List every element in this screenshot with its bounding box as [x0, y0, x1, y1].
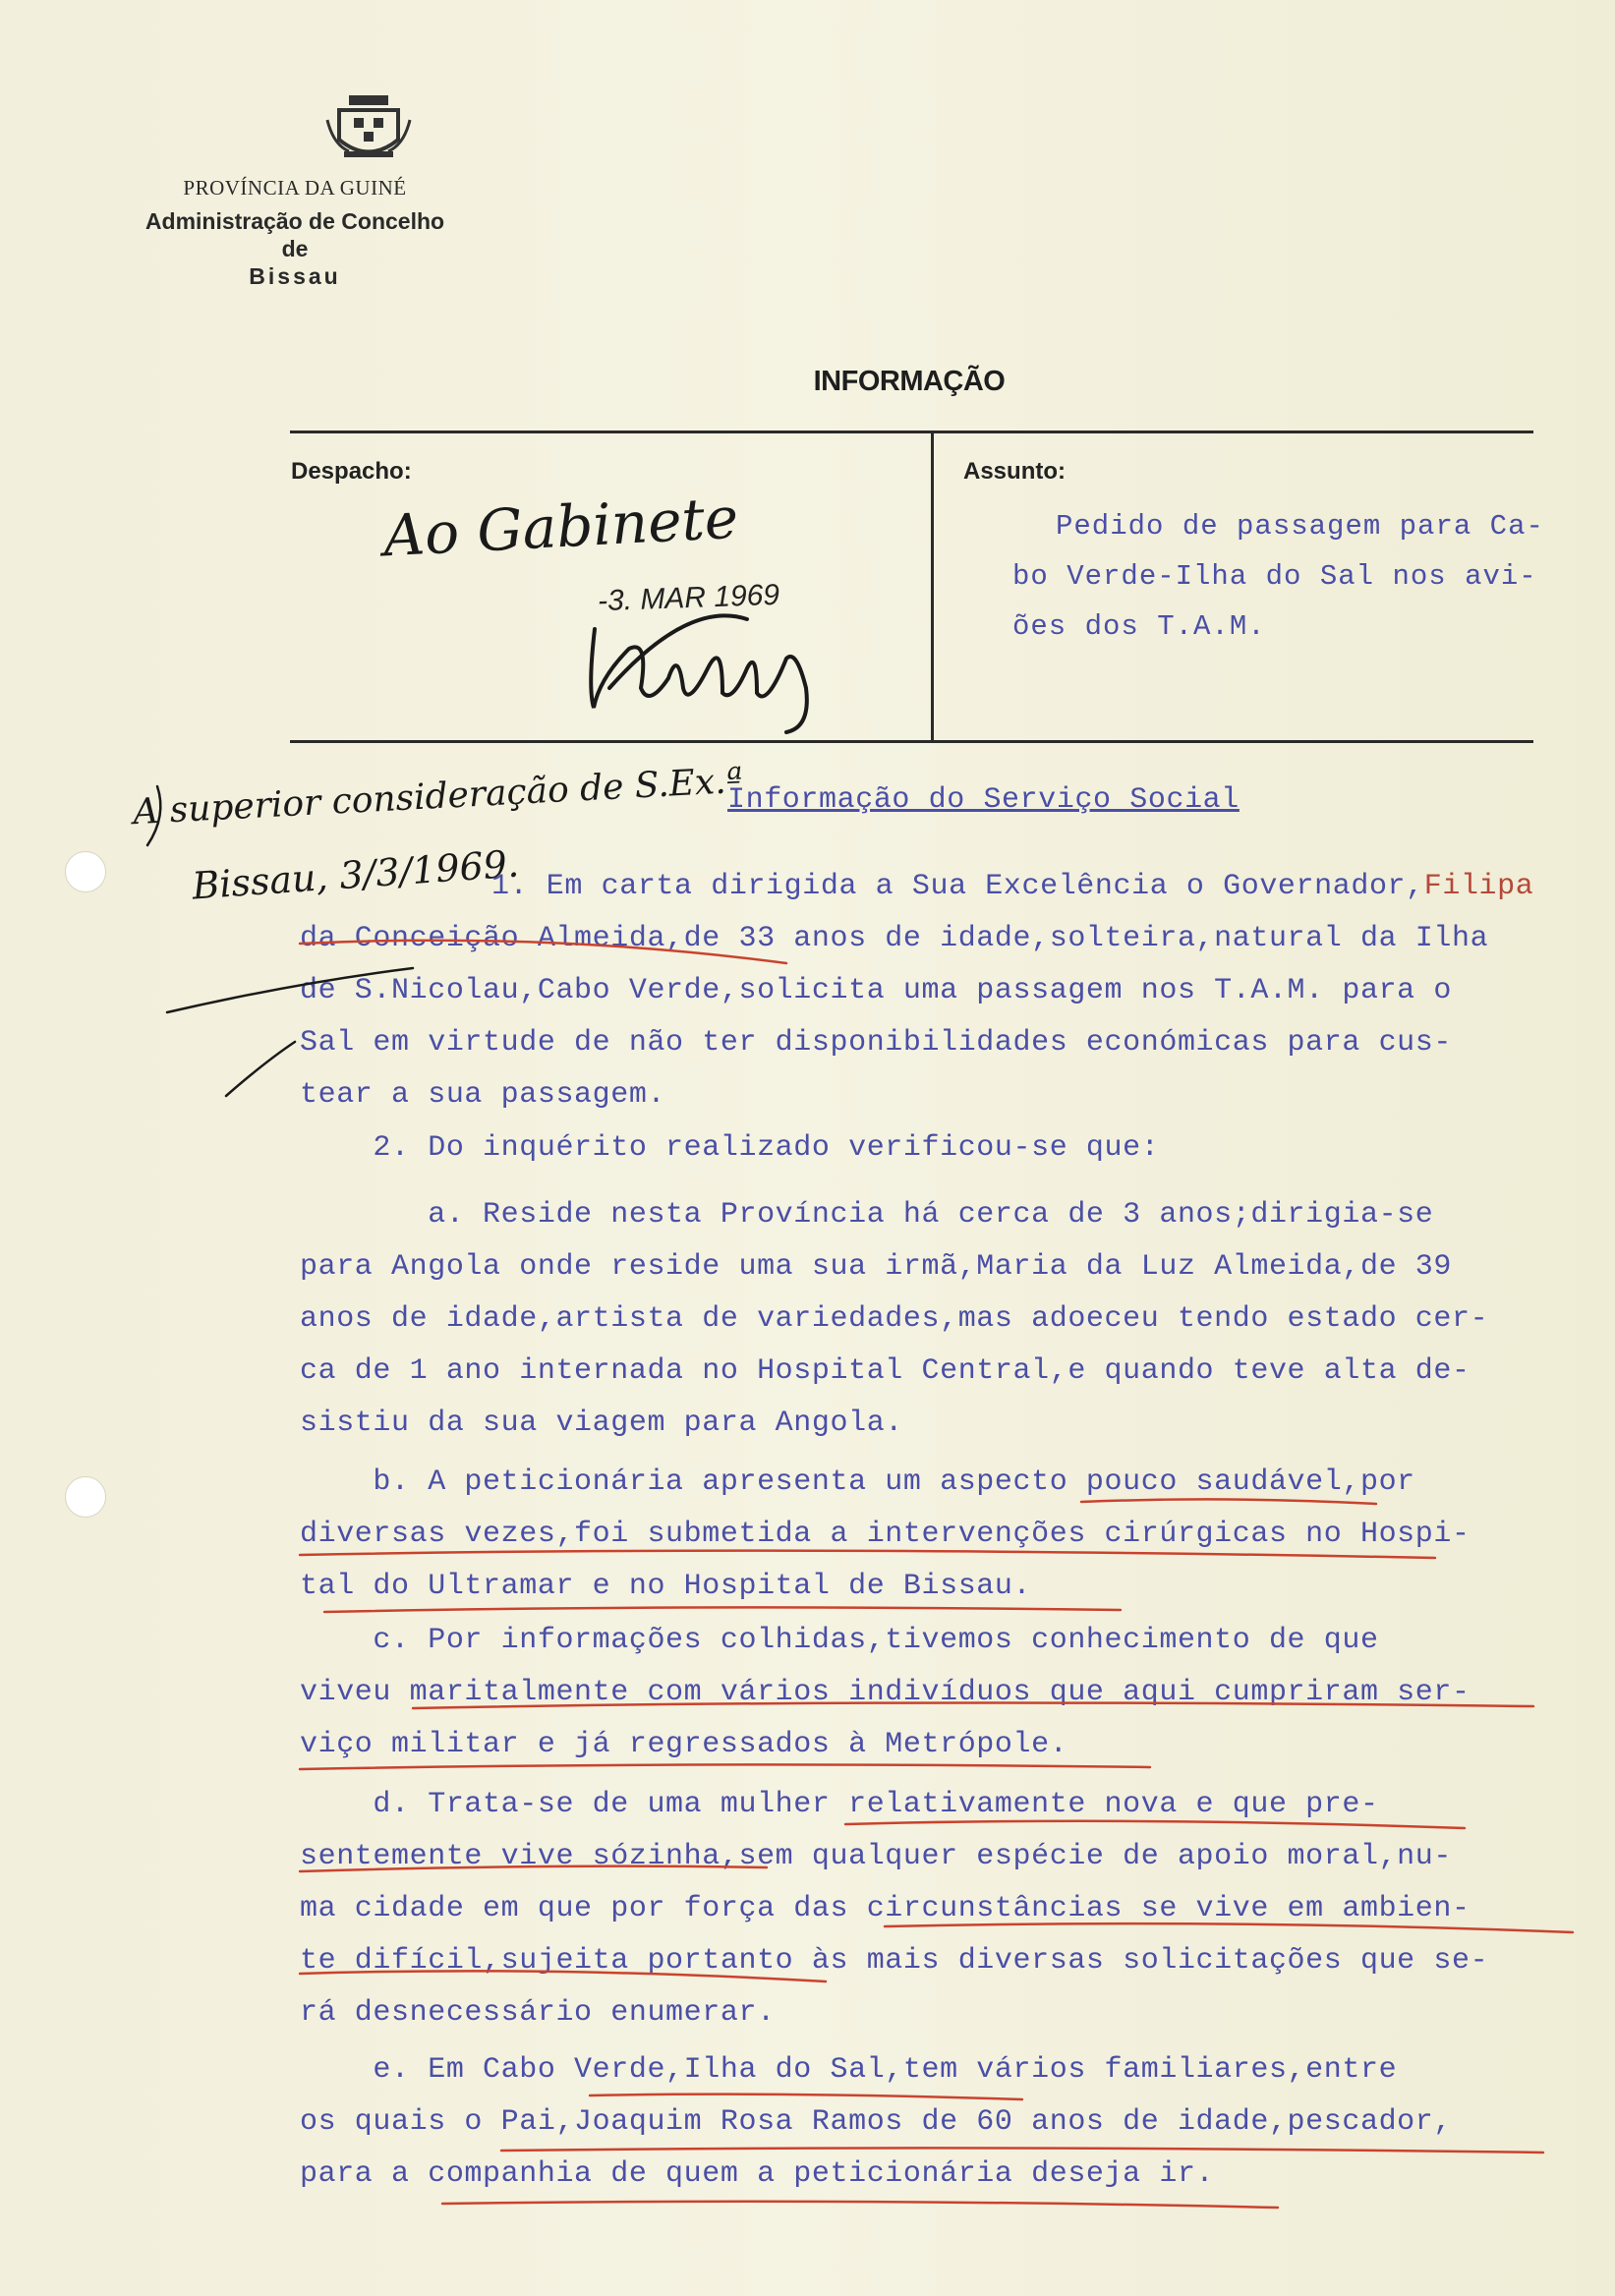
- paragraph-e: [300, 2044, 1597, 2201]
- paragraph-line: tear a sua passagem.: [300, 1078, 666, 1112]
- paragraph-line: te difícil,sujeita portanto às mais diversas solicitações que se-: [300, 1944, 1489, 1978]
- paragraph-line: sistiu da sua viagem para Angola.: [300, 1406, 903, 1440]
- paragraph-line: da Conceição Almeida,de 33 anos de idade,solteira,natural da Ilha: [300, 922, 1489, 955]
- pen-stroke: [226, 1042, 295, 1096]
- letterhead: [98, 90, 491, 291]
- paragraph-line: 2. Do inquérito realizado verificou-se que:: [300, 1131, 1160, 1165]
- paragraph-line: 1. Em carta dirigida a Sua Excelência o Governador,: [491, 870, 1424, 903]
- paragraph-b: [300, 1457, 1597, 1613]
- paragraph-line: ma cidade em que por força das circunstâncias se vive em ambien-: [300, 1892, 1471, 1925]
- administration-de: de: [281, 236, 309, 261]
- bottom-rule: [290, 740, 1533, 743]
- paragraph-line: de S.Nicolau,Cabo Verde,solicita uma passagem nos T.A.M. para o: [300, 974, 1452, 1007]
- assunto-line: Pedido de passagem para Ca-: [1056, 510, 1544, 543]
- paragraph-line: diversas vezes,foi submetida a intervenções cirúrgicas no Hospi-: [300, 1518, 1471, 1551]
- punch-hole-bottom: [65, 1476, 106, 1518]
- document-title: INFORMAÇÃO: [813, 366, 1006, 397]
- paragraph-line: para a companhia de quem a peticionária deseja ir.: [300, 2157, 1215, 2191]
- paragraph-line: para Angola onde reside uma sua irmã,Maria da Luz Almeida,de 39: [300, 1250, 1452, 1284]
- coat-of-arms-icon: [319, 90, 418, 169]
- administration-name: Administração de Concelho: [144, 208, 445, 234]
- divider-rule: [931, 432, 934, 740]
- paragraph-line: viço militar e já regressados à Metrópole.: [300, 1728, 1068, 1761]
- assunto-label: Assunto:: [963, 458, 1066, 485]
- paragraph-line: d. Trata-se de uma mulher relativamente nova e que pre-: [300, 1788, 1379, 1821]
- paragraph-line: rá desnecessário enumerar.: [300, 1996, 776, 2030]
- province-name: PROVÍNCIA DA GUINÉ: [183, 176, 407, 200]
- section-heading: Informação do Serviço Social: [727, 783, 1240, 817]
- paragraph-line: b. A peticionária apresenta um aspecto pouco saudável,por: [300, 1465, 1415, 1499]
- margin-note-line1: A superior consideração de S.Ex.ª: [132, 760, 744, 833]
- despacho-handwritten-note: Ao Gabinete: [381, 484, 740, 570]
- despacho-label: Despacho:: [291, 458, 412, 485]
- date-stamp: -3. MAR 1969: [597, 578, 780, 618]
- paragraph-line: os quais o Pai,Joaquim Rosa Ramos de 60 anos de idade,pescador,: [300, 2105, 1452, 2139]
- paragraph-line: e. Em Cabo Verde,Ilha do Sal,tem vários familiares,entre: [300, 2053, 1398, 2087]
- assunto-line: ões dos T.A.M.: [1012, 610, 1266, 643]
- paragraph-line: Sal em virtude de não ter disponibilidades económicas para cus-: [300, 1026, 1452, 1060]
- paragraph-line: anos de idade,artista de variedades,mas adoeceu tendo estado cer-: [300, 1302, 1489, 1336]
- paragraph-line: sentemente vive sózinha,sem qualquer espécie de apoio moral,nu-: [300, 1840, 1452, 1873]
- paragraph-d: [300, 1779, 1597, 2039]
- top-rule: [290, 430, 1533, 433]
- assunto-line: bo Verde-Ilha do Sal nos avi-: [1012, 560, 1537, 593]
- margin-note-line2: Bissau, 3/3/1969.: [190, 841, 521, 908]
- assunto-text: [1012, 501, 1602, 652]
- paragraph-line: tal do Ultramar e no Hospital de Bissau.: [300, 1570, 1032, 1603]
- paragraph-c: [300, 1615, 1597, 1771]
- paragraph-line: ca de 1 ano internada no Hospital Central,e quando teve alta de-: [300, 1354, 1471, 1388]
- paragraph-line: c. Por informações colhidas,tivemos conhecimento de que: [300, 1624, 1379, 1657]
- city-name: Bissau: [249, 263, 341, 289]
- paragraph-a: [300, 1189, 1597, 1450]
- underline: [442, 2202, 1278, 2208]
- paragraph-2: [300, 1122, 1597, 1175]
- paragraph-line: viveu maritalmente com vários indivíduos que aqui cumpriram ser-: [300, 1676, 1471, 1709]
- paragraph-1: [491, 861, 1612, 913]
- punch-hole-top: [65, 851, 106, 892]
- paragraph-1-continued: [300, 913, 1597, 1121]
- red-name-fragment: Filipa: [1423, 870, 1534, 903]
- paragraph-line: a. Reside nesta Província há cerca de 3 anos;dirigia-se: [300, 1198, 1434, 1232]
